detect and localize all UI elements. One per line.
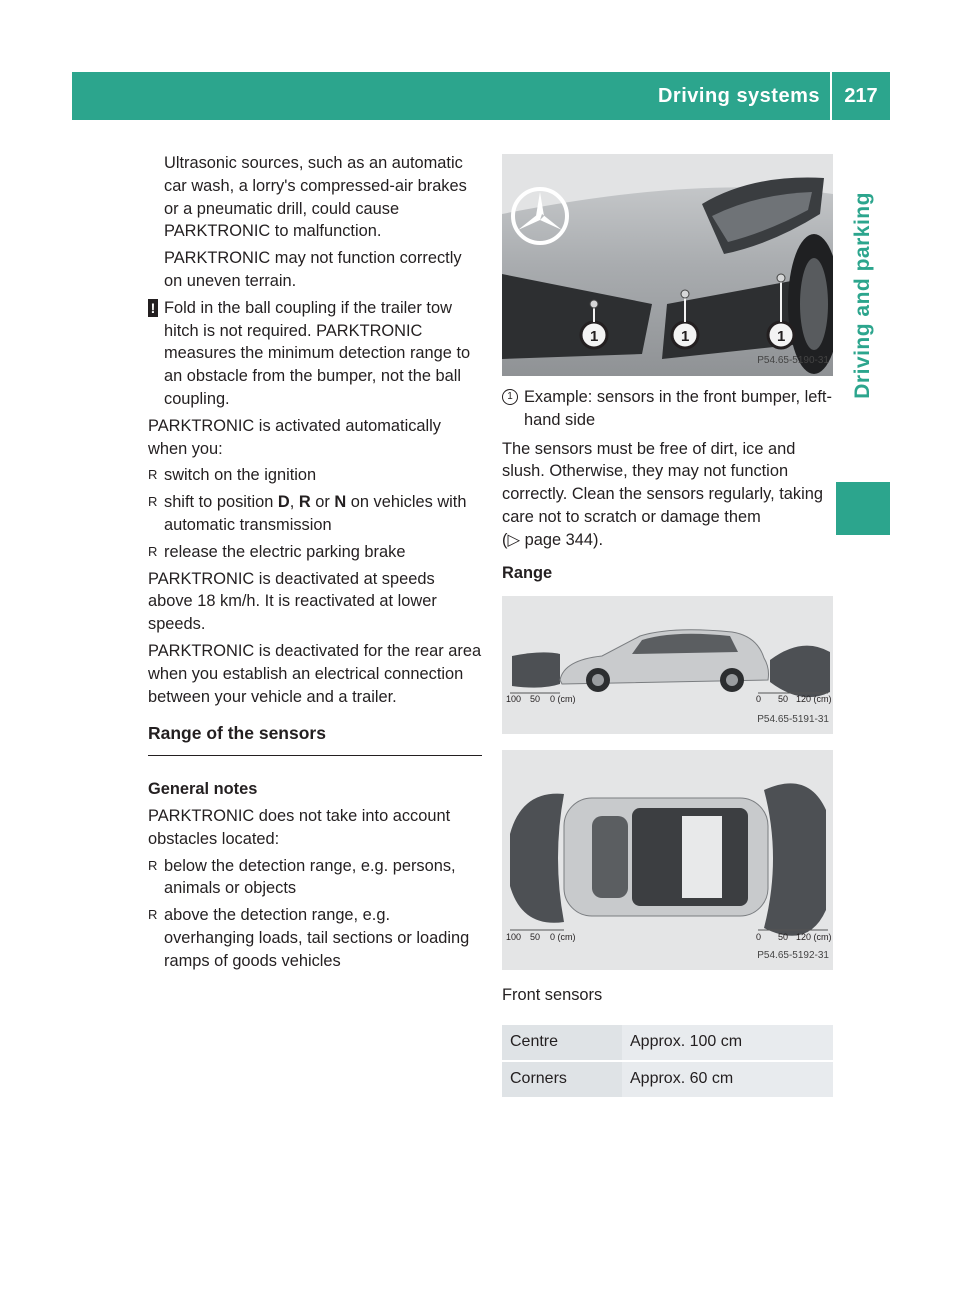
top-view-range-figure xyxy=(502,750,833,970)
list-item-text: below the detection range, e.g. persons, animals or objects xyxy=(164,856,456,898)
rear-scale-100: 100 xyxy=(506,932,522,943)
table-row xyxy=(502,1025,833,1061)
header-bar xyxy=(72,72,890,120)
front-bumper-figure xyxy=(502,154,833,376)
rear-scale-0: 0 (cm) xyxy=(550,932,576,943)
text-fragment: or xyxy=(310,493,335,512)
rear-scale-50: 50 xyxy=(530,932,541,943)
caption-text: Example: sensors in the front bumper, left-hand side xyxy=(524,388,832,429)
side-tab-label: Driving and parking xyxy=(850,191,874,399)
gear-position-r: R xyxy=(298,493,311,512)
sensor-marker: 1 xyxy=(777,328,786,345)
activation-intro: PARKTRONIC is activated automatically when you: xyxy=(148,416,441,458)
deactivation-speed: PARKTRONIC is deactivated at speeds above 18 km/h. It is reactivated at lower speeds. xyxy=(148,569,437,634)
figure-caption xyxy=(502,386,834,432)
uneven-terrain-note: PARKTRONIC may not function correctly on uneven terrain. xyxy=(164,249,462,290)
callout-number: 1 xyxy=(502,389,518,405)
left-column xyxy=(148,152,482,977)
front-scale-0: 0 xyxy=(756,932,762,943)
sensor-cleaning-note: The sensors must be free of dirt, ice and slush. Otherwise, they may not function correctly. Clean the sensors regularly, taking care not to scratch or damage them (▷ page 344). xyxy=(502,439,823,549)
text-fragment: on vehicles with automatic transmission xyxy=(164,493,467,534)
front-scale-120: 120 (cm) xyxy=(796,694,832,705)
section-title: Driving systems xyxy=(657,85,820,107)
side-tab-label-wrap xyxy=(836,120,890,470)
text-fragment: , xyxy=(289,493,299,512)
list-item xyxy=(148,464,482,487)
front-scale-120: 120 (cm) xyxy=(796,932,832,943)
figure-code: P54.65-5191-31 xyxy=(757,713,829,725)
page-ref-arrow: ▷ xyxy=(507,530,521,549)
intro-paragraph: Ultrasonic sources, such as an automatic car wash, a lorry's compressed-air brakes or a pneumatic drill, could cause PARKTRONIC to malfunction. xyxy=(164,154,467,241)
list-item xyxy=(148,491,482,537)
figure-code: P54.65-5192-31 xyxy=(757,949,829,961)
table-cell-value: Approx. 100 cm xyxy=(630,1033,743,1051)
bullet-icon: R xyxy=(148,857,158,873)
figure-code: P54.65-5190-31 xyxy=(757,355,829,367)
rear-scale-50: 50 xyxy=(530,694,541,705)
notes-intro: PARKTRONIC does not take into account obstacles located: xyxy=(148,806,451,848)
list-item-text: switch on the ignition xyxy=(164,466,317,485)
range-heading: Range xyxy=(502,563,553,582)
header-separator xyxy=(830,72,832,120)
rear-scale-100: 100 xyxy=(506,694,522,705)
front-scale-50: 50 xyxy=(778,694,789,705)
table-cell-value: Approx. 60 cm xyxy=(622,1061,833,1097)
list-item xyxy=(148,855,482,901)
deactivation-trailer: PARKTRONIC is deactivated for the rear area when you establish an electrical connection between your vehicle and a trailer. xyxy=(148,641,482,706)
table-row xyxy=(502,1061,833,1097)
list-item-text xyxy=(164,493,466,534)
front-scale-0: 0 xyxy=(756,694,762,705)
page-number: 217 xyxy=(844,85,878,107)
side-view-range-figure xyxy=(502,596,833,734)
right-column xyxy=(502,154,834,1097)
side-tab xyxy=(836,120,890,820)
bullet-icon: R xyxy=(148,907,158,923)
front-sensors-label: Front sensors xyxy=(502,986,603,1005)
list-item-text: release the electric parking brake xyxy=(164,542,406,561)
page-reference[interactable]: page 344 xyxy=(524,530,594,549)
bullet-icon: R xyxy=(148,543,158,559)
gear-position-n: N xyxy=(334,493,347,512)
sensor-marker: 1 xyxy=(681,328,690,345)
sensor-marker: 1 xyxy=(590,328,599,345)
warning-note xyxy=(148,297,482,411)
side-tab-marker xyxy=(836,482,890,535)
range-table xyxy=(502,1025,833,1097)
list-item xyxy=(148,904,482,972)
list-item xyxy=(148,541,482,564)
section-heading: Range of the sensors xyxy=(148,722,482,756)
table-cell-key: Centre xyxy=(502,1025,622,1061)
front-scale-50: 50 xyxy=(778,932,789,943)
text-fragment: shift to position xyxy=(164,493,278,512)
list-item-text: above the detection range, e.g. overhanging loads, tail sections or loading ramps of goods vehicles xyxy=(164,906,470,970)
rear-scale-0: 0 (cm) xyxy=(550,694,576,705)
bullet-icon: R xyxy=(148,494,158,510)
gear-position-d: D xyxy=(277,493,290,512)
warning-icon: ! xyxy=(148,299,158,317)
bullet-icon: R xyxy=(148,467,158,483)
subsection-heading: General notes xyxy=(148,780,258,799)
table-cell-key: Corners xyxy=(502,1061,622,1097)
warning-text: Fold in the ball coupling if the trailer tow hitch is not required. PARKTRONIC measures the minimum detection range to an obstacle from the bumper, not the ball coupling. xyxy=(164,298,471,408)
text-fragment: The sensors must be free of dirt, ice and slush. Otherwise, they may not function correctly. Clean the sensors regularly, taking care not to scratch or damage them xyxy=(502,439,823,526)
